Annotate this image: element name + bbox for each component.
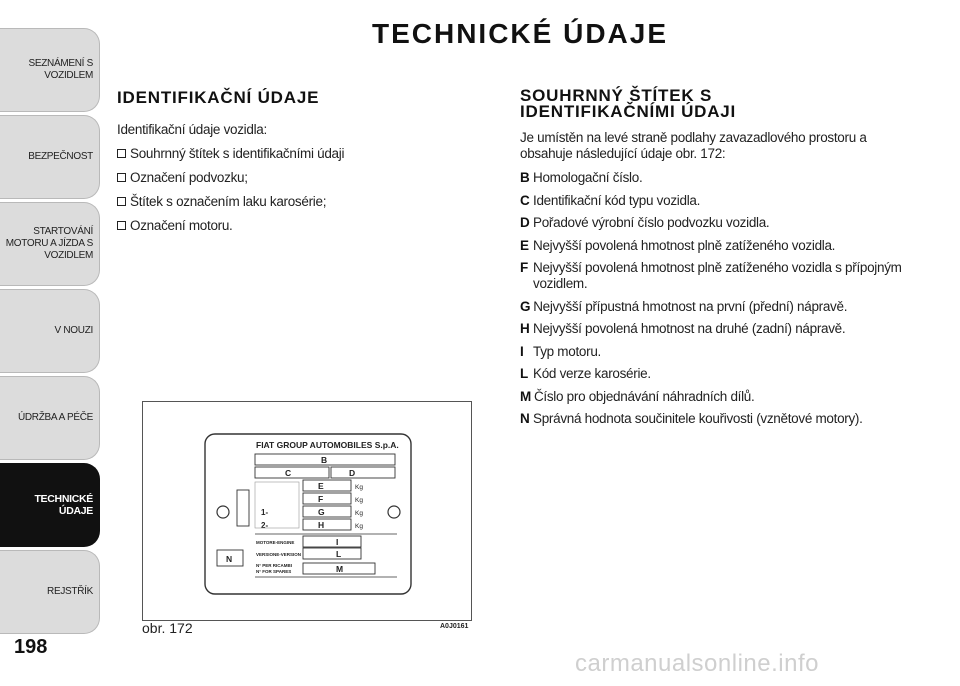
identification-heading: IDENTIFIKAČNÍ ÚDAJE [117,88,320,107]
page-number: 198 [14,636,48,658]
plate-label-b: B [321,455,328,465]
plate-description [520,130,920,434]
tab-rejstrik[interactable]: REJSTŘÍK [0,550,100,634]
tab-udrzba[interactable]: ÚDRŽBA A PÉČE [0,376,100,460]
identification-list [117,122,477,242]
page-title: TECHNICKÉ ÚDAJE [371,18,669,49]
plate-label-g: G [318,507,325,517]
plate-ricambi-label: N° PER RICAMBI [256,563,293,568]
plate-kg-label: Kg [355,510,363,517]
checkbox-bullet-icon [117,197,126,206]
watermark-text: carmanualsonline.info [575,650,819,677]
list-item: H Nejvyšší povolená hmotnost na druhé (zadní) nápravě. [520,321,846,336]
list-item: Označení motoru. [117,218,477,234]
tab-seznameni[interactable]: SEZNÁMENÍ S VOZIDLEM [0,28,100,112]
tab-v-nouzi[interactable]: V NOUZI [0,289,100,373]
plate-motore-label: MOTORE-ENGINE [256,540,295,545]
identification-intro: Identifikační údaje vozidla: [117,122,267,137]
checkbox-bullet-icon [117,149,126,158]
list-item: L Kód verze karosérie. [520,366,651,381]
list-item: E Nejvyšší povolená hmotnost plně zatíženého vozidla. [520,237,836,253]
list-item: Označení podvozku; [117,170,477,186]
plate-heading: SOUHRNNÝ ŠTÍTEK S IDENTIFIKAČNÍMI ÚDAJI [520,86,737,121]
plate-label-d: D [349,468,356,478]
plate-label-e: E [318,481,324,491]
list-item: Štítek s označením laku karosérie; [117,194,477,210]
list-item: F Nejvyšší povolená hmotnost plně zatíženého vozidla s přípojným vozidlem. [520,260,902,291]
plate-intro: Je umístěn na levé straně podlahy zavazadlového prostoru a obsahuje následující údaje obr. 172: [520,130,867,161]
plate-label-m: M [336,564,344,574]
plate-label-n: N [226,554,233,564]
plate-kg-label: Kg [355,497,363,504]
plate-label-f: F [318,494,324,504]
plate-label-l: L [336,549,342,559]
list-item: B Homologační číslo. [520,170,643,185]
plate-label-i: I [336,537,339,547]
plate-label-h: H [318,520,325,530]
plate-outline [205,434,411,594]
list-item: G Nejvyšší přípustná hmotnost na první (přední) nápravě. [520,298,848,314]
plate-kg-label: Kg [355,523,363,530]
plate-versione-label: VERSIONE-VERSION [256,552,302,557]
plate-header: FIAT GROUP AUTOMOBILES S.p.A. [256,440,399,450]
plate-label-c: C [285,468,292,478]
plate-spares-label: N° FOR SPARES [256,569,292,574]
checkbox-bullet-icon [117,173,126,182]
tab-startovani[interactable]: STARTOVÁNÍ MOTORU A JÍZDA S VOZIDLEM [0,202,100,286]
list-item: I Typ motoru. [520,343,601,359]
tab-technicke-udaje[interactable]: TECHNICKÉ ÚDAJE [0,463,100,547]
list-item: Souhrnný štítek s identifikačními údaji [117,146,477,162]
plate-row-1: 1- [261,508,269,517]
list-item: D Pořadové výrobní číslo podvozku vozidla. [520,215,770,230]
list-item: M Číslo pro objednávání náhradních dílů. [520,388,755,404]
figure-code: A0J0161 [440,623,469,630]
plate-kg-label: Kg [355,484,363,491]
identification-plate-figure [142,401,472,621]
figure-caption: obr. 172 [142,620,193,636]
list-item: C Identifikační kód typu vozidla. [520,192,701,208]
list-item: N Správná hodnota součinitele kouřivosti (vznětové motory). [520,411,863,426]
tab-bezpecnost[interactable]: BEZPEČNOST [0,115,100,199]
checkbox-bullet-icon [117,221,126,230]
plate-diagram [143,402,471,620]
plate-row-2: 2- [261,521,269,530]
